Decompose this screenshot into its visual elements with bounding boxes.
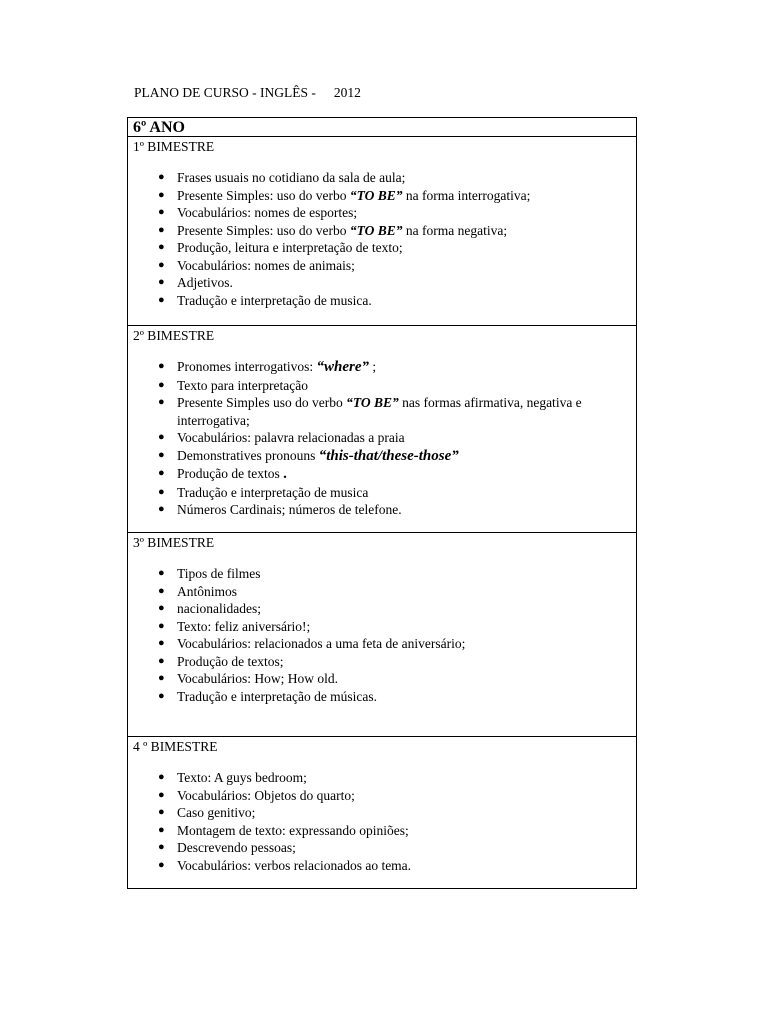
topic-item [133, 257, 630, 275]
topic-item [133, 501, 630, 519]
topic-text-pre: Antônimos [177, 583, 238, 599]
term-title: 2º BIMESTRE [133, 328, 215, 343]
bullet-icon: ● [158, 619, 165, 632]
topic-text-pre: Presente Simples: uso do verbo [177, 187, 350, 203]
topic-item [133, 169, 630, 187]
topic-item [133, 377, 630, 395]
term-section-4 [128, 737, 636, 888]
bullet-icon: ● [158, 637, 165, 649]
topic-item [133, 787, 630, 805]
term-section-2 [128, 326, 636, 533]
topic-text-pre: Texto para interpretação [177, 377, 308, 393]
topic-text-pre: Texto: feliz aniversário!; [177, 618, 311, 634]
topic-list [133, 358, 630, 519]
term-title: 1º BIMESTRE [133, 139, 215, 154]
bullet-icon: ● [158, 188, 165, 201]
bullet-icon: ● [158, 672, 165, 684]
bullet-icon: ● [158, 485, 165, 498]
topic-text-pre: Produção, leitura e interpretação de texto; [177, 240, 403, 255]
topic-item [133, 484, 630, 502]
term-section-1 [128, 137, 636, 326]
topic-text-pre: Montagem de texto: expressando opiniões; [177, 822, 409, 838]
topic-text-post: ; [368, 359, 377, 374]
topic-text-pre: Tipos de filmes [177, 566, 261, 581]
topic-item [133, 274, 630, 292]
title-year: 2012 [333, 85, 361, 100]
term-section-3 [128, 533, 636, 737]
topic-item [133, 635, 630, 653]
topic-text-post: na forma negativa; [402, 222, 508, 238]
bullet-icon: ● [158, 378, 165, 391]
bullet-icon: ● [158, 841, 165, 853]
bullet-icon: ● [158, 584, 165, 597]
topic-text-pre: Texto: A guys bedroom; [177, 770, 307, 785]
bullet-icon: ● [158, 396, 165, 408]
document-title [134, 85, 361, 101]
course-plan-table [127, 117, 637, 889]
topic-text-pre: Demonstratives pronouns [177, 447, 319, 463]
topic-text-pre: Tradução e interpretação de músicas. [177, 688, 378, 704]
bullet-icon: ● [158, 258, 165, 271]
topic-text-em: “TO BE” [346, 395, 399, 410]
topic-item [133, 222, 630, 240]
topic-text-pre: Vocabulários: palavra relacionadas a praia [177, 430, 405, 445]
term-title: 4 º BIMESTRE [133, 739, 218, 754]
bullet-icon: ● [158, 567, 165, 579]
bullet-icon: ● [158, 806, 165, 818]
topic-text-pre: Presente Simples: uso do verbo [177, 222, 350, 238]
bullet-icon: ● [158, 171, 165, 183]
bullet-icon: ● [158, 858, 165, 871]
topic-text-pre: Vocabulários: nomes de animais; [177, 257, 355, 273]
topic-text-em: “TO BE” [349, 222, 403, 238]
topic-text-post: nas formas afirmativa, negativa e interrogativa; [177, 395, 582, 428]
bullet-icon: ● [158, 241, 165, 253]
term-title: 3º BIMESTRE [133, 535, 215, 550]
topic-item [133, 769, 630, 787]
bullet-icon: ● [158, 431, 165, 443]
topic-text-pre: Vocabulários: relacionados a uma feta de aniversário; [177, 636, 466, 651]
topic-item [133, 204, 630, 222]
topic-item [133, 653, 630, 671]
topic-text-pre: Tradução e interpretação de musica. [177, 292, 372, 308]
topic-text-pre: Frases usuais no cotidiano da sala de aula; [177, 170, 406, 185]
topic-list [133, 769, 630, 874]
topic-text-pre: Produção de textos; [177, 653, 284, 669]
topic-item [133, 187, 630, 205]
topic-item [133, 670, 630, 688]
topic-list [133, 565, 630, 705]
topic-item [133, 688, 630, 706]
topic-text-pre: Adjetivos. [177, 275, 233, 290]
bullet-icon: ● [158, 206, 165, 218]
topic-item [133, 239, 630, 257]
bullet-icon: ● [158, 503, 165, 515]
topic-text-pre: Caso genitivo; [177, 805, 256, 820]
topic-text-pre: Vocabulários: verbos relacionados ao tema. [177, 857, 412, 873]
topic-item [133, 822, 630, 840]
title-text: PLANO DE CURSO - INGLÊS - [134, 85, 316, 100]
topic-item [133, 292, 630, 310]
bullet-icon: ● [158, 448, 165, 461]
bullet-icon: ● [158, 223, 165, 236]
topic-text-pre: Tradução e interpretação de musica [177, 484, 369, 500]
bullet-icon: ● [158, 654, 165, 667]
topic-text-pre: Números Cardinais; números de telefone. [177, 502, 402, 517]
topic-text-pre: nacionalidades; [177, 601, 261, 616]
topic-item [133, 465, 630, 484]
bullet-icon: ● [158, 467, 165, 479]
topic-text-em-big: “where” [316, 359, 369, 375]
topic-text-strong: . [283, 466, 287, 482]
topic-item [133, 839, 630, 857]
topic-list [133, 169, 630, 309]
topic-item [133, 565, 630, 583]
topic-item [133, 600, 630, 618]
topic-item [133, 804, 630, 822]
topic-item [133, 447, 630, 466]
topic-text-pre: Pronomes interrogativos: [177, 359, 317, 374]
topic-item [133, 857, 630, 875]
bullet-icon: ● [158, 823, 165, 836]
topic-text-pre: Presente Simples uso do verbo [177, 395, 347, 410]
topic-text-em-big: “this-that/these-those” [318, 447, 459, 464]
topic-text-pre: Vocabulários: nomes de esportes; [177, 205, 358, 220]
topic-text-pre: Produção de textos [177, 466, 284, 481]
topic-item [133, 394, 630, 429]
topic-text-post: na forma interrogativa; [402, 187, 531, 203]
bullet-icon: ● [158, 771, 165, 783]
topic-item [133, 583, 630, 601]
bullet-icon: ● [158, 689, 165, 702]
topic-item [133, 429, 630, 447]
topic-item [133, 358, 630, 377]
topic-text-pre: Vocabulários: How; How old. [177, 671, 338, 686]
bullet-icon: ● [158, 360, 165, 372]
topic-item [133, 618, 630, 636]
topic-text-pre: Vocabulários: Objetos do quarto; [177, 787, 355, 803]
bullet-icon: ● [158, 602, 165, 614]
bullet-icon: ● [158, 276, 165, 288]
topic-text-pre: Descrevendo pessoas; [177, 840, 296, 855]
bullet-icon: ● [158, 293, 165, 306]
bullet-icon: ● [158, 788, 165, 801]
grade-heading: 6º ANO [128, 118, 636, 137]
topic-text-em: “TO BE” [349, 187, 403, 203]
